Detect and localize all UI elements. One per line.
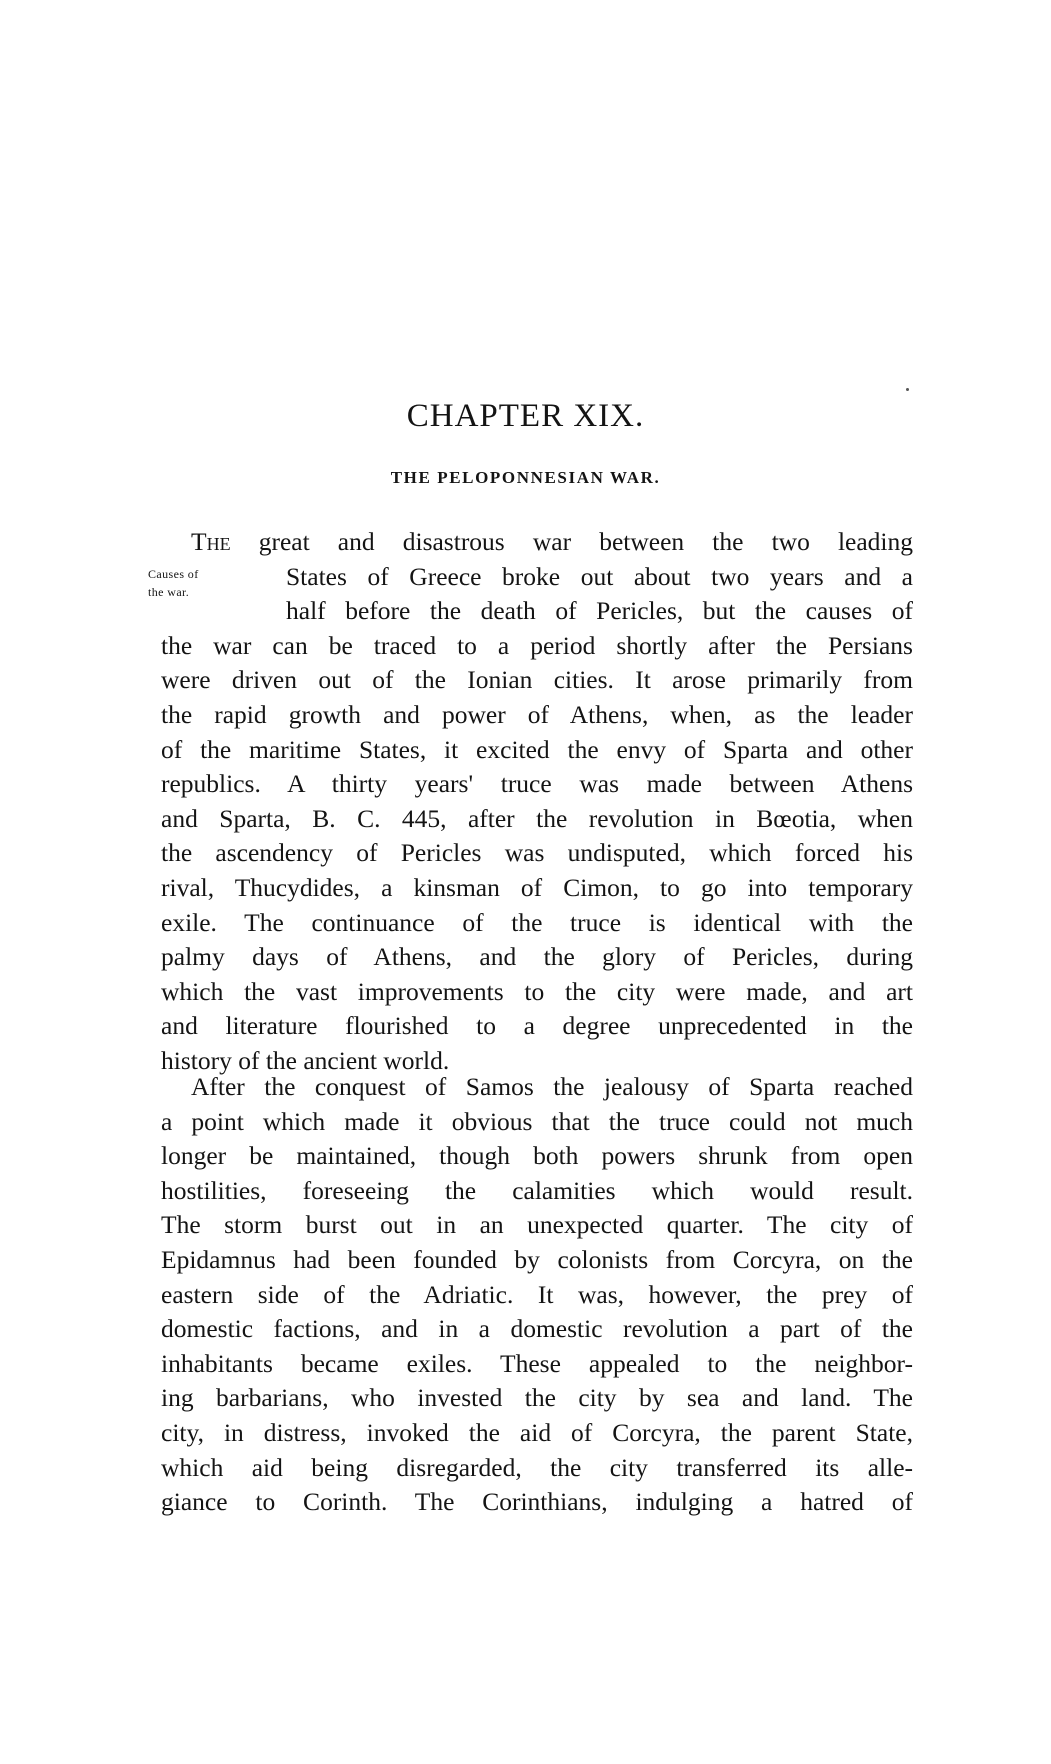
margin-note-line: Causes of — [148, 567, 199, 581]
text-line: After the conquest of Samos the jealousy of Sparta reached — [191, 1072, 913, 1101]
text-line: and Sparta, B. C. 445, after the revolution in Bœotia, when — [161, 803, 913, 833]
text-line: and literature flourished to a degree unprecedented in the — [161, 1011, 913, 1041]
paragraph-1 — [161, 525, 913, 1079]
text-line: a point which made it obvious that the truce could not much — [161, 1106, 913, 1136]
text-line: The storm burst out in an unexpected quarter. The city of — [161, 1210, 913, 1240]
text-line: palmy days of Athens, and the glory of Pericles, during — [161, 942, 913, 972]
ink-speck — [906, 388, 909, 391]
lead-word: The — [191, 527, 231, 556]
chapter-subtitle: THE PELOPONNESIAN WAR. — [390, 468, 661, 487]
text-line: Epidamnus had been founded by colonists from Corcyra, on the — [161, 1244, 913, 1274]
margin-note-line: the war. — [148, 585, 190, 599]
text-line: the rapid growth and power of Athens, when, as the leader — [161, 699, 913, 729]
text-line — [161, 525, 913, 560]
paragraph-2 — [161, 1070, 913, 1520]
text-line: giance to Corinth. The Corinthians, indulging a hatred of — [161, 1487, 913, 1517]
text-line: eastern side of the Adriatic. It was, however, the prey of — [161, 1279, 913, 1309]
text-line: half before the death of Pericles, but the causes of — [286, 596, 913, 626]
text-line: States of Greece broke out about two years and a — [286, 561, 913, 591]
text-line: hostilities, foreseeing the calamities which would result. — [161, 1175, 913, 1205]
text-line: republics. A thirty years' truce was made between Athens — [161, 769, 913, 799]
text-line: which the vast improvements to the city were made, and art — [161, 976, 913, 1006]
text-line: were driven out of the Ionian cities. It arose primarily from — [161, 665, 913, 695]
text-line: city, in distress, invoked the aid of Corcyra, the parent State, — [161, 1417, 913, 1447]
text-line: the war can be traced to a period shortly after the Persians — [161, 630, 913, 660]
text-line: longer be maintained, though both powers shrunk from open — [161, 1141, 913, 1171]
text-line: the ascendency of Pericles was undisputed, which forced his — [161, 838, 913, 868]
line-text: great and disastrous war between the two leading — [258, 527, 913, 556]
chapter-title: CHAPTER XIX. — [406, 398, 645, 434]
text-line: exile. The continuance of the truce is identical with the — [161, 907, 913, 937]
text-line: history of the ancient world. — [161, 1045, 450, 1075]
text-line: which aid being disregarded, the city transferred its alle- — [161, 1452, 913, 1482]
text-line: rival, Thucydides, a kinsman of Cimon, to go into temporary — [161, 872, 913, 902]
text-line: ing barbarians, who invested the city by sea and land. The — [161, 1383, 913, 1413]
text-line: inhabitants became exiles. These appealed to the neighbor- — [161, 1348, 913, 1378]
text-line: domestic factions, and in a domestic revolution a part of the — [161, 1314, 913, 1344]
text-line: of the maritime States, it excited the envy of Sparta and other — [161, 734, 913, 764]
